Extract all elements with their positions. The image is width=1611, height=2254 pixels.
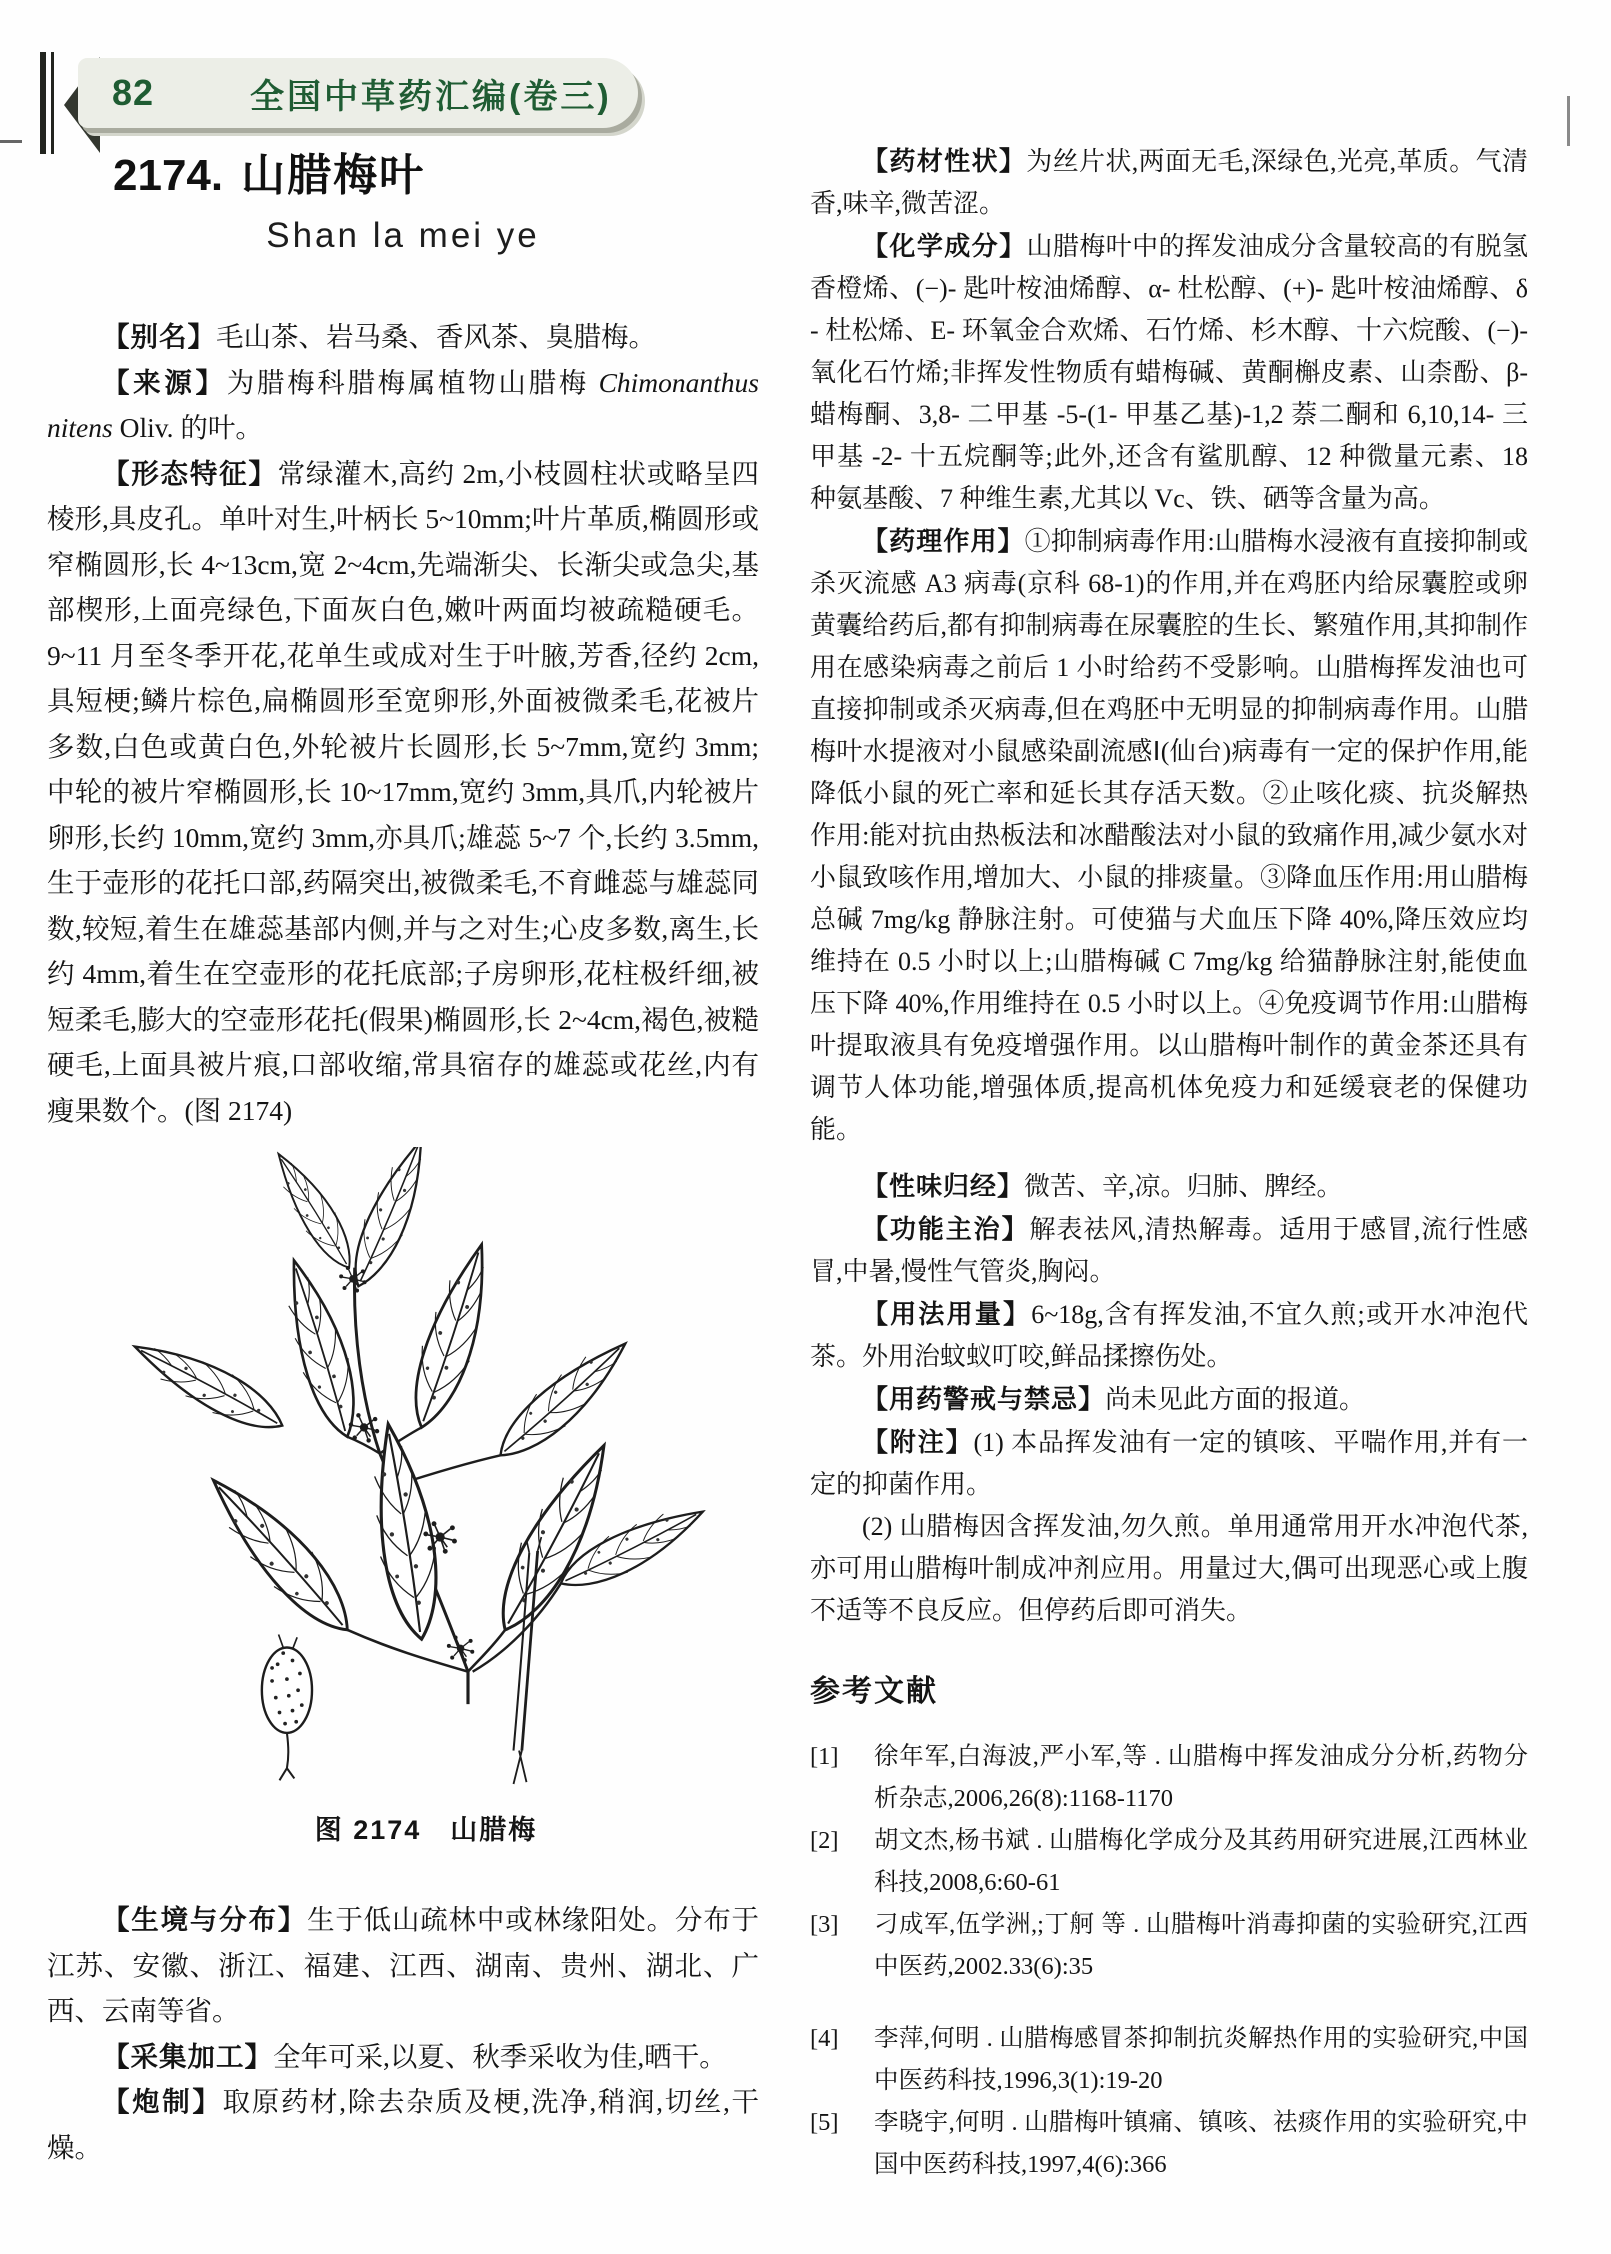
references-title: 参考文献 — [810, 1675, 938, 1708]
figure-caption: 图 2174 山腊梅 — [314, 1815, 538, 1845]
section-label: 【化学成分】 — [862, 231, 1027, 261]
section-label: 【生境与分布】 — [102, 1904, 308, 1935]
section-harvest — [47, 2034, 759, 2080]
spacer — [810, 1988, 1528, 2018]
section-taste — [810, 1165, 1528, 1208]
section-text: 为腊梅科腊梅属植物山腊梅 — [226, 366, 599, 398]
reference-marker: [3] — [810, 1911, 839, 1938]
section-text: Oliv. 的叶。 — [112, 412, 263, 443]
reference-item — [810, 1820, 1528, 1904]
section-label: 【用法用量】 — [862, 1299, 1032, 1329]
reference-text: 胡文杰,杨书斌 . 山腊梅化学成分及其药用研究进展,江西林业科技,2008,6:60-61 — [874, 1827, 1528, 1896]
reference-item — [810, 1904, 1528, 1988]
reference-marker: [2] — [810, 1827, 839, 1854]
reference-text: 徐年军,白海波,严小军,等 . 山腊梅中挥发油成分分析,药物分析杂志,2006,26(8):1168-1170 — [874, 1743, 1528, 1812]
section-text: 毛山茶、岩马桑、香风茶、臭腊梅。 — [216, 321, 656, 352]
entry-pinyin: Shan la mei ye — [266, 216, 540, 255]
section-processing — [47, 2079, 759, 2170]
section-notes — [810, 1421, 1528, 1506]
reference-marker: [4] — [810, 2025, 839, 2052]
reference-item — [810, 2018, 1528, 2102]
section-label: 【功能主治】 — [862, 1214, 1030, 1244]
reference-text: 刁成军,伍学洲,;丁舸 等 . 山腊梅叶消毒抑菌的实验研究,江西中医药,2002.33(6):35 — [874, 1911, 1528, 1980]
section-text: 6~18g,含有挥发油,不宜久煎;或开水冲泡代茶。外用治蚊蚁叮咬,鲜品揉擦伤处。 — [810, 1300, 1528, 1371]
entry-name: 山腊梅叶 — [241, 151, 426, 200]
header-banner — [78, 58, 638, 128]
section-text: 微苦、辛,凉。归肺、脾经。 — [1024, 1172, 1343, 1201]
section-label: 【药材性状】 — [862, 146, 1027, 176]
section-label: 【别名】 — [102, 321, 216, 352]
section-label: 【炮制】 — [102, 2086, 223, 2117]
right-column — [810, 140, 1528, 2186]
page-edge-mark — [1567, 96, 1570, 146]
section-label: 【用药警戒与禁忌】 — [862, 1384, 1106, 1414]
section-text: 尚未见此方面的报道。 — [1105, 1385, 1366, 1414]
section-text: (2) 山腊梅因含挥发油,勿久煎。单用通常用开水冲泡代茶,亦可用山腊梅叶制成冲剂应用。用量过大,偶可出现恶心或上腹不适等不良反应。但停药后即可消失。 — [810, 1512, 1528, 1625]
page-edge-mark — [0, 140, 22, 143]
reference-marker: [1] — [810, 1743, 839, 1770]
reference-text: 李晓宇,何明 . 山腊梅叶镇痛、镇咳、祛痰作用的实验研究,中国中医药科技,1997,4(6):366 — [874, 2109, 1528, 2178]
botanical-illustration — [93, 1147, 713, 1797]
section-alias — [47, 314, 759, 360]
section-text: (1) 本品挥发油有一定的镇咳、平喘作用,并有一定的抑菌作用。 — [810, 1428, 1528, 1499]
page-number: 82 — [112, 72, 155, 113]
section-dosage — [810, 1293, 1528, 1378]
section-pharmacology — [810, 520, 1528, 1151]
section-label: 【药理作用】 — [862, 526, 1025, 556]
book-title: 全国中草药汇编(卷三) — [250, 77, 612, 116]
section-morphology — [47, 451, 759, 1134]
section-properties — [810, 140, 1528, 225]
reference-text: 李萍,何明 . 山腊梅感冒茶抑制抗炎解热作用的实验研究,中国中医药科技,1996,3(1):19-20 — [874, 2025, 1528, 2094]
habitat-block — [47, 1897, 759, 2170]
reference-item — [810, 2102, 1528, 2186]
figure — [47, 1147, 759, 1847]
reference-marker: [5] — [810, 2109, 839, 2136]
section-text: 常绿灌木,高约 2m,小枝圆柱状或略呈四棱形,具皮孔。单叶对生,叶柄长 5~10mm;叶片革质,椭圆形或窄椭圆形,长 4~13cm,宽 2~4cm,先端渐尖、长渐尖或急尖,基部楔形,上面亮绿色,下面灰白色,嫩叶两面均被疏糙硬毛。9~11 月至冬季开花,花单生或成对生于叶腋,芳香,径约 2cm,具短梗;鳞片棕色,扁椭圆形至宽卵形,外面被微柔毛,花被片多数,白色或黄白色,外轮被片长圆形,长 5~7mm,宽约 3mm;中轮的被片窄椭圆形,长 10~17mm,宽约 3mm,具爪,内轮被片卵形,长约 10mm,宽约 3mm,亦具爪;雄蕊 5~7 个,长约 3.5mm,生于壶形的花托口部,药隔突出,被微柔毛,不育雌蕊与雄蕊同数,较短,着生在雄蕊基部内侧,并与之对生;心皮多数,离生,长约 4mm,着生在空壶形的花托底部;子房卵形,花柱极纤细,被短柔毛,膨大的空壶形花托(假果)椭圆形,长 2~4cm,褐色,被糙硬毛,上面具被片痕,口部收缩,常具宿存的雄蕊或花丝,内有瘦果数个。(图 2174) — [47, 457, 760, 1126]
latin-name: Chimonanthus nitens — [47, 366, 759, 443]
section-label: 【来源】 — [102, 366, 227, 398]
section-text: 取原药材,除去杂质及梗,洗净,稍润,切丝,干燥。 — [47, 2086, 760, 2163]
spine-mark — [51, 52, 54, 154]
reference-item — [810, 1736, 1528, 1820]
entry-number: 2174. — [113, 151, 224, 200]
section-chemistry — [810, 225, 1528, 520]
section-warnings — [810, 1378, 1528, 1421]
section-label: 【性味归经】 — [862, 1171, 1025, 1201]
spacer — [810, 1151, 1528, 1165]
section-text: 解表祛风,清热解毒。适用于感冒,流行性感冒,中暑,慢性气管炎,胸闷。 — [810, 1215, 1528, 1286]
entry-title — [113, 150, 759, 202]
section-source — [47, 360, 759, 451]
section-text: 山腊梅叶中的挥发油成分含量较高的有脱氢香橙烯、(−)- 匙叶桉油烯醇、α- 杜松醇、(+)- 匙叶桉油烯醇、δ - 杜松烯、E- 环氧金合欢烯、石竹烯、杉木醇、十六烷酸、(−)- 氧化石竹烯;非挥发性物质有蜡梅碱、黄酮槲皮素、山柰酚、β- 蜡梅酮、3,8- 二甲基 -5-(1- 甲基乙基)-1,2 萘二酮和 6,10,14- 三甲基 -2- 十五烷酮等;此外,还含有鲨肌醇、12 种微量元素、18 种氨基酸、7 种维生素,尤其以 Vc、铁、硒等含量为高。 — [810, 232, 1528, 513]
section-label: 【采集加工】 — [102, 2040, 273, 2072]
section-habitat — [47, 1897, 759, 2034]
section-text: 全年可采,以夏、秋季采收为佳,晒干。 — [273, 2040, 727, 2072]
section-text: 生于低山疏林中或林缘阳处。分布于江苏、安徽、浙江、福建、江西、湖南、贵州、湖北、广西、云南等省。 — [47, 1904, 760, 2026]
section-notes-2 — [810, 1506, 1528, 1632]
left-column — [47, 150, 759, 2170]
section-text: ①抑制病毒作用:山腊梅水浸液有直接抑制或杀灭流感 A3 病毒(京科 68-1)的作用,并在鸡胚内给尿囊腔或卵黄囊给药后,都有抑制病毒在尿囊腔的生长、繁殖作用,其抑制作用在感染病毒之前后 1 小时给药不受影响。山腊梅挥发油也可直接抑制或杀灭病毒,但在鸡胚中无明显的抑制病毒作用。山腊梅叶水提液对小鼠感染副流感Ⅰ(仙台)病毒有一定的保护作用,能降低小鼠的死亡率和延长其存活天数。②止咳化痰、抗炎解热作用:能对抗由热板法和冰醋酸法对小鼠的致痛作用,减少氨水对小鼠致咳作用,增加大、小鼠的排痰量。③降血压作用:用山腊梅总碱 7mg/kg 静脉注射。可使猫与犬血压下降 40%,降压效应均维持在 0.5 小时以上;山腊梅碱 C 7mg/kg 给猫静脉注射,能使血压下降 40%,作用维持在 0.5 小时以上。④免疫调节作用:山腊梅叶提取液具有免疫增强作用。以山腊梅叶制作的黄金茶还具有调节人体功能,增强体质,提高机体免疫力和延缓衰老的保健功能。 — [810, 527, 1528, 1144]
spine-mark — [40, 52, 46, 154]
section-label: 【附注】 — [862, 1427, 974, 1457]
section-functions — [810, 1208, 1528, 1293]
section-label: 【形态特征】 — [102, 457, 278, 489]
section-text: 为丝片状,两面无毛,深绿色,光亮,革质。气清香,味辛,微苦涩。 — [810, 147, 1528, 218]
